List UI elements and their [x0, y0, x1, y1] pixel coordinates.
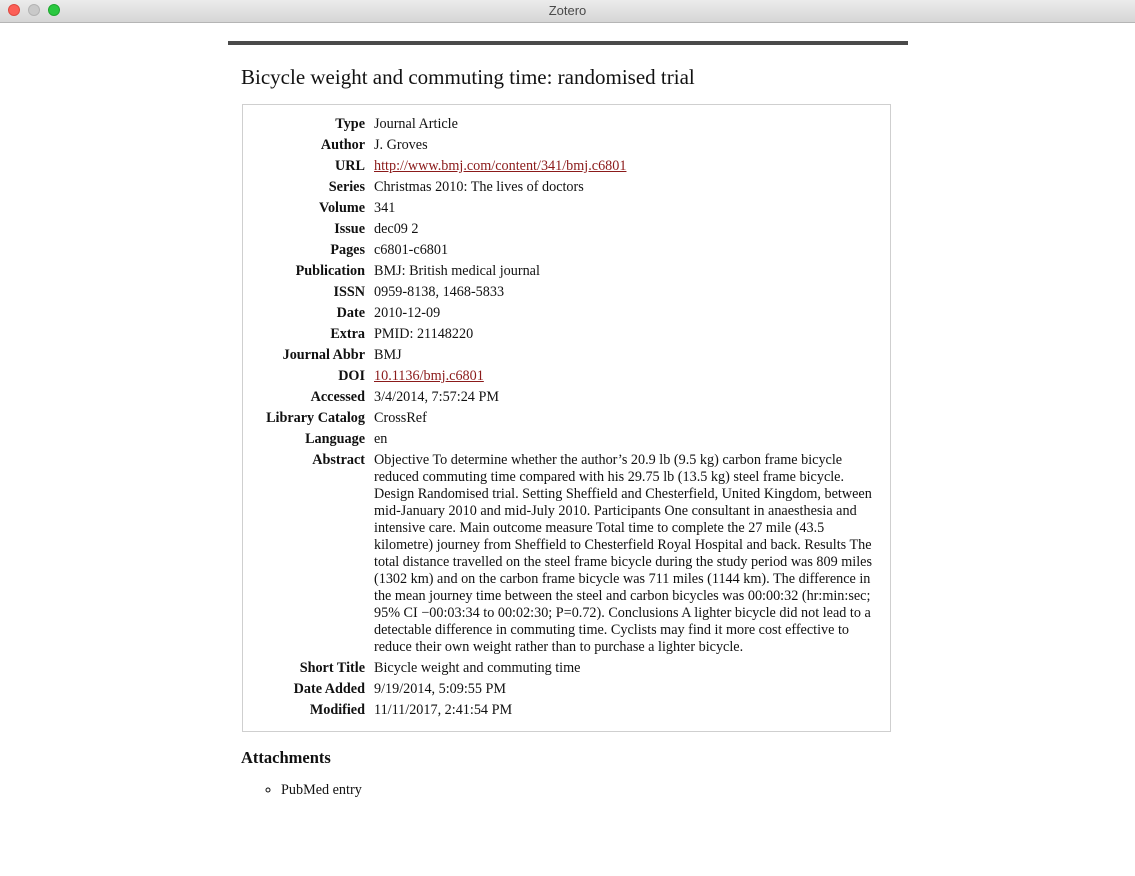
- metadata-table: [243, 114, 884, 721]
- field-value-type: Journal Article: [374, 116, 458, 132]
- window-titlebar: [0, 0, 1135, 23]
- window-title: Zotero: [548, 3, 587, 18]
- field-value-pages: c6801-c6801: [374, 242, 449, 258]
- field-value-short-title: Bicycle weight and commuting time: [374, 660, 581, 676]
- field-label: URL: [335, 158, 365, 174]
- field-label: Date: [336, 305, 365, 321]
- field-label: Modified: [309, 702, 365, 718]
- field-value-date: 2010-12-09: [374, 305, 441, 321]
- field-row-accessed: [243, 387, 884, 408]
- field-row-date-added: [243, 679, 884, 700]
- field-row-url: [243, 156, 884, 177]
- field-row-type: [243, 114, 884, 135]
- url-link[interactable]: http://www.bmj.com/content/341/bmj.c6801: [374, 158, 627, 174]
- field-label: Journal Abbr: [282, 347, 365, 363]
- field-value-language: en: [374, 431, 388, 447]
- field-label: Author: [320, 137, 365, 153]
- field-row-publication: [243, 261, 884, 282]
- field-label: Series: [328, 179, 365, 195]
- field-value-modified: 11/11/2017, 2:41:54 PM: [374, 702, 513, 718]
- field-row-series: [243, 177, 884, 198]
- doi-link[interactable]: 10.1136/bmj.c6801: [374, 368, 484, 384]
- field-row-language: [243, 429, 884, 450]
- field-row-doi: [243, 366, 884, 387]
- field-row-modified: [243, 700, 884, 721]
- field-row-library-catalog: [243, 408, 884, 429]
- field-label: Accessed: [310, 389, 365, 405]
- field-row-pages: [243, 240, 884, 261]
- field-value-volume: 341: [374, 200, 396, 216]
- header-rule: [228, 41, 908, 45]
- field-value-series: Christmas 2010: The lives of doctors: [374, 179, 584, 195]
- field-label: Abstract: [312, 452, 365, 468]
- field-row-author: [243, 135, 884, 156]
- field-row-short-title: [243, 658, 884, 679]
- attachment-item[interactable]: ◦ PubMed entry: [281, 782, 908, 799]
- item-metadata-box: [242, 104, 891, 732]
- field-label: Type: [335, 116, 365, 132]
- field-label: Short Title: [299, 660, 365, 676]
- field-value-library-catalog: CrossRef: [374, 410, 427, 426]
- field-row-abstract: [243, 450, 884, 658]
- field-row-issue: [243, 219, 884, 240]
- field-row-date: [243, 303, 884, 324]
- field-label: ISSN: [333, 284, 365, 300]
- field-value-issn: 0959-8138, 1468-5833: [374, 284, 505, 300]
- field-value-date-added: 9/19/2014, 5:09:55 PM: [374, 681, 507, 697]
- field-row-extra: [243, 324, 884, 345]
- field-row-issn: [243, 282, 884, 303]
- field-value-abstract: Objective To determine whether the author’s 20.9 lb (9.5 kg) carbon frame bicycle reduced commuting time compared with his 29.75 lb (13.5 kg) steel frame bicycle. Design Randomised trial. Setting Sheffield and Chesterfield, United Kingdom, between mid-January 2010 and mid-July 2010. Participants One consultant in anaesthesia and intensive care. Main outcome measure Total time to complete the 27 mile (43.5 kilometre) journey from Sheffield to Chesterfield Royal Hospital and back. Results The total distance travelled on the steel frame bicycle during the study period was 809 miles (1302 km) and on the carbon frame bicycle was 711 miles (1144 km). The difference in the mean journey time between the steel and carbon bicycles was 00:00:32 (hr:min:sec; 95% CI −00:03:34 to 00:02:30; P=0.72). Conclusions A lighter bicycle did not lead to a detectable difference in commuting time. Cyclists may find it more cost effective to reduce their own weight rather than to purchase a lighter bicycle.: [374, 452, 872, 655]
- field-value-issue: dec09 2: [374, 221, 419, 237]
- field-value-publication: BMJ: British medical journal: [374, 263, 540, 279]
- attachments-heading: Attachments: [241, 748, 331, 767]
- field-label: Extra: [330, 326, 365, 342]
- attachments-list: [228, 782, 908, 799]
- field-label: Library Catalog: [266, 410, 365, 426]
- field-value-author: J. Groves: [374, 137, 428, 153]
- field-value-journal-abbr: BMJ: [374, 347, 402, 363]
- field-value-accessed: 3/4/2014, 7:57:24 PM: [374, 389, 499, 405]
- report-page: [228, 41, 908, 799]
- field-label: Publication: [295, 263, 365, 279]
- field-label: Volume: [319, 200, 365, 216]
- field-label: Pages: [330, 242, 365, 258]
- field-label: Language: [305, 431, 365, 447]
- field-label: Issue: [334, 221, 365, 237]
- field-row-journal-abbr: [243, 345, 884, 366]
- item-title: Bicycle weight and commuting time: randomised trial: [241, 65, 695, 89]
- field-label: Date Added: [293, 681, 365, 697]
- field-label: DOI: [338, 368, 365, 384]
- field-row-volume: [243, 198, 884, 219]
- field-value-extra: PMID: 21148220: [374, 326, 474, 342]
